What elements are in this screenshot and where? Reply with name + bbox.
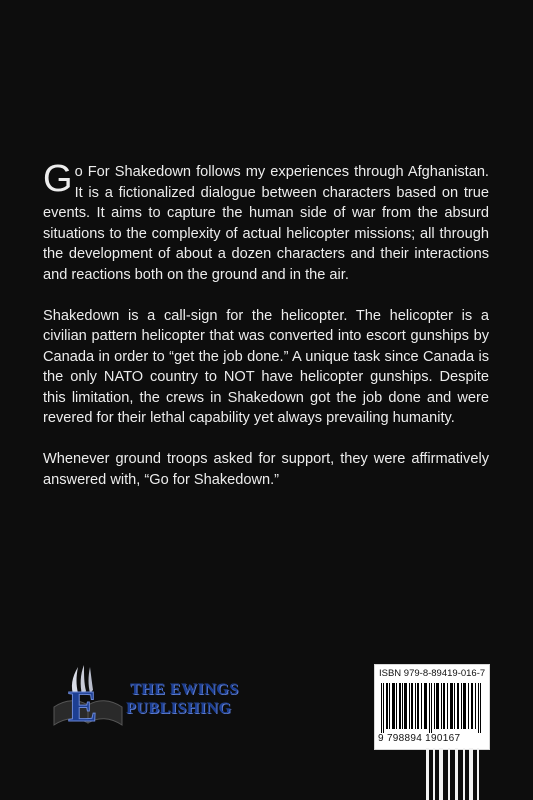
drop-cap: G <box>43 158 73 200</box>
book-quill-logo-icon <box>48 663 126 729</box>
blurb-paragraph-1-text: o For Shakedown follows my experiences through Afghanistan. It is a fictionalized dialogue between characters based on true events. It aims to capture the human side of war from the absurd situations to the complexity of actual helicopter missions; all through the development of about a dozen characters and their interactions and reactions both on the ground and in the air. <box>43 164 489 283</box>
barcode-tail-decoration <box>424 748 484 800</box>
barcode-bars <box>381 683 483 733</box>
publisher-name <box>126 681 239 719</box>
blurb-text <box>43 158 489 511</box>
svg-text:E: E <box>68 682 98 729</box>
barcode-digits: 9 798894 190167 <box>378 733 461 744</box>
blurb-paragraph-3: Whenever ground troops asked for support, they were affirmatively answered with, “Go for Shakedown.” <box>43 451 489 488</box>
blurb-paragraph-2: Shakedown is a call-sign for the helicopter. The helicopter is a civilian pattern helicopter that was converted into escort gunships by Canada in order to “get the job done.” A unique task since Canada is the only NATO country to NOT have helicopter gunships. Despite this limitation, the crews in Shakedown got the job done and were revered for their lethal capability yet always prevailing humanity. <box>43 307 489 426</box>
isbn-label: ISBN 979-8-89419-016-7 <box>379 668 486 679</box>
publisher-name-line-2: PUBLISHING <box>126 700 232 717</box>
publisher-name-line-1: THE EWINGS <box>130 681 239 698</box>
isbn-barcode <box>374 664 490 750</box>
blurb-paragraph-1 <box>43 158 489 285</box>
publisher-logo <box>48 663 268 729</box>
